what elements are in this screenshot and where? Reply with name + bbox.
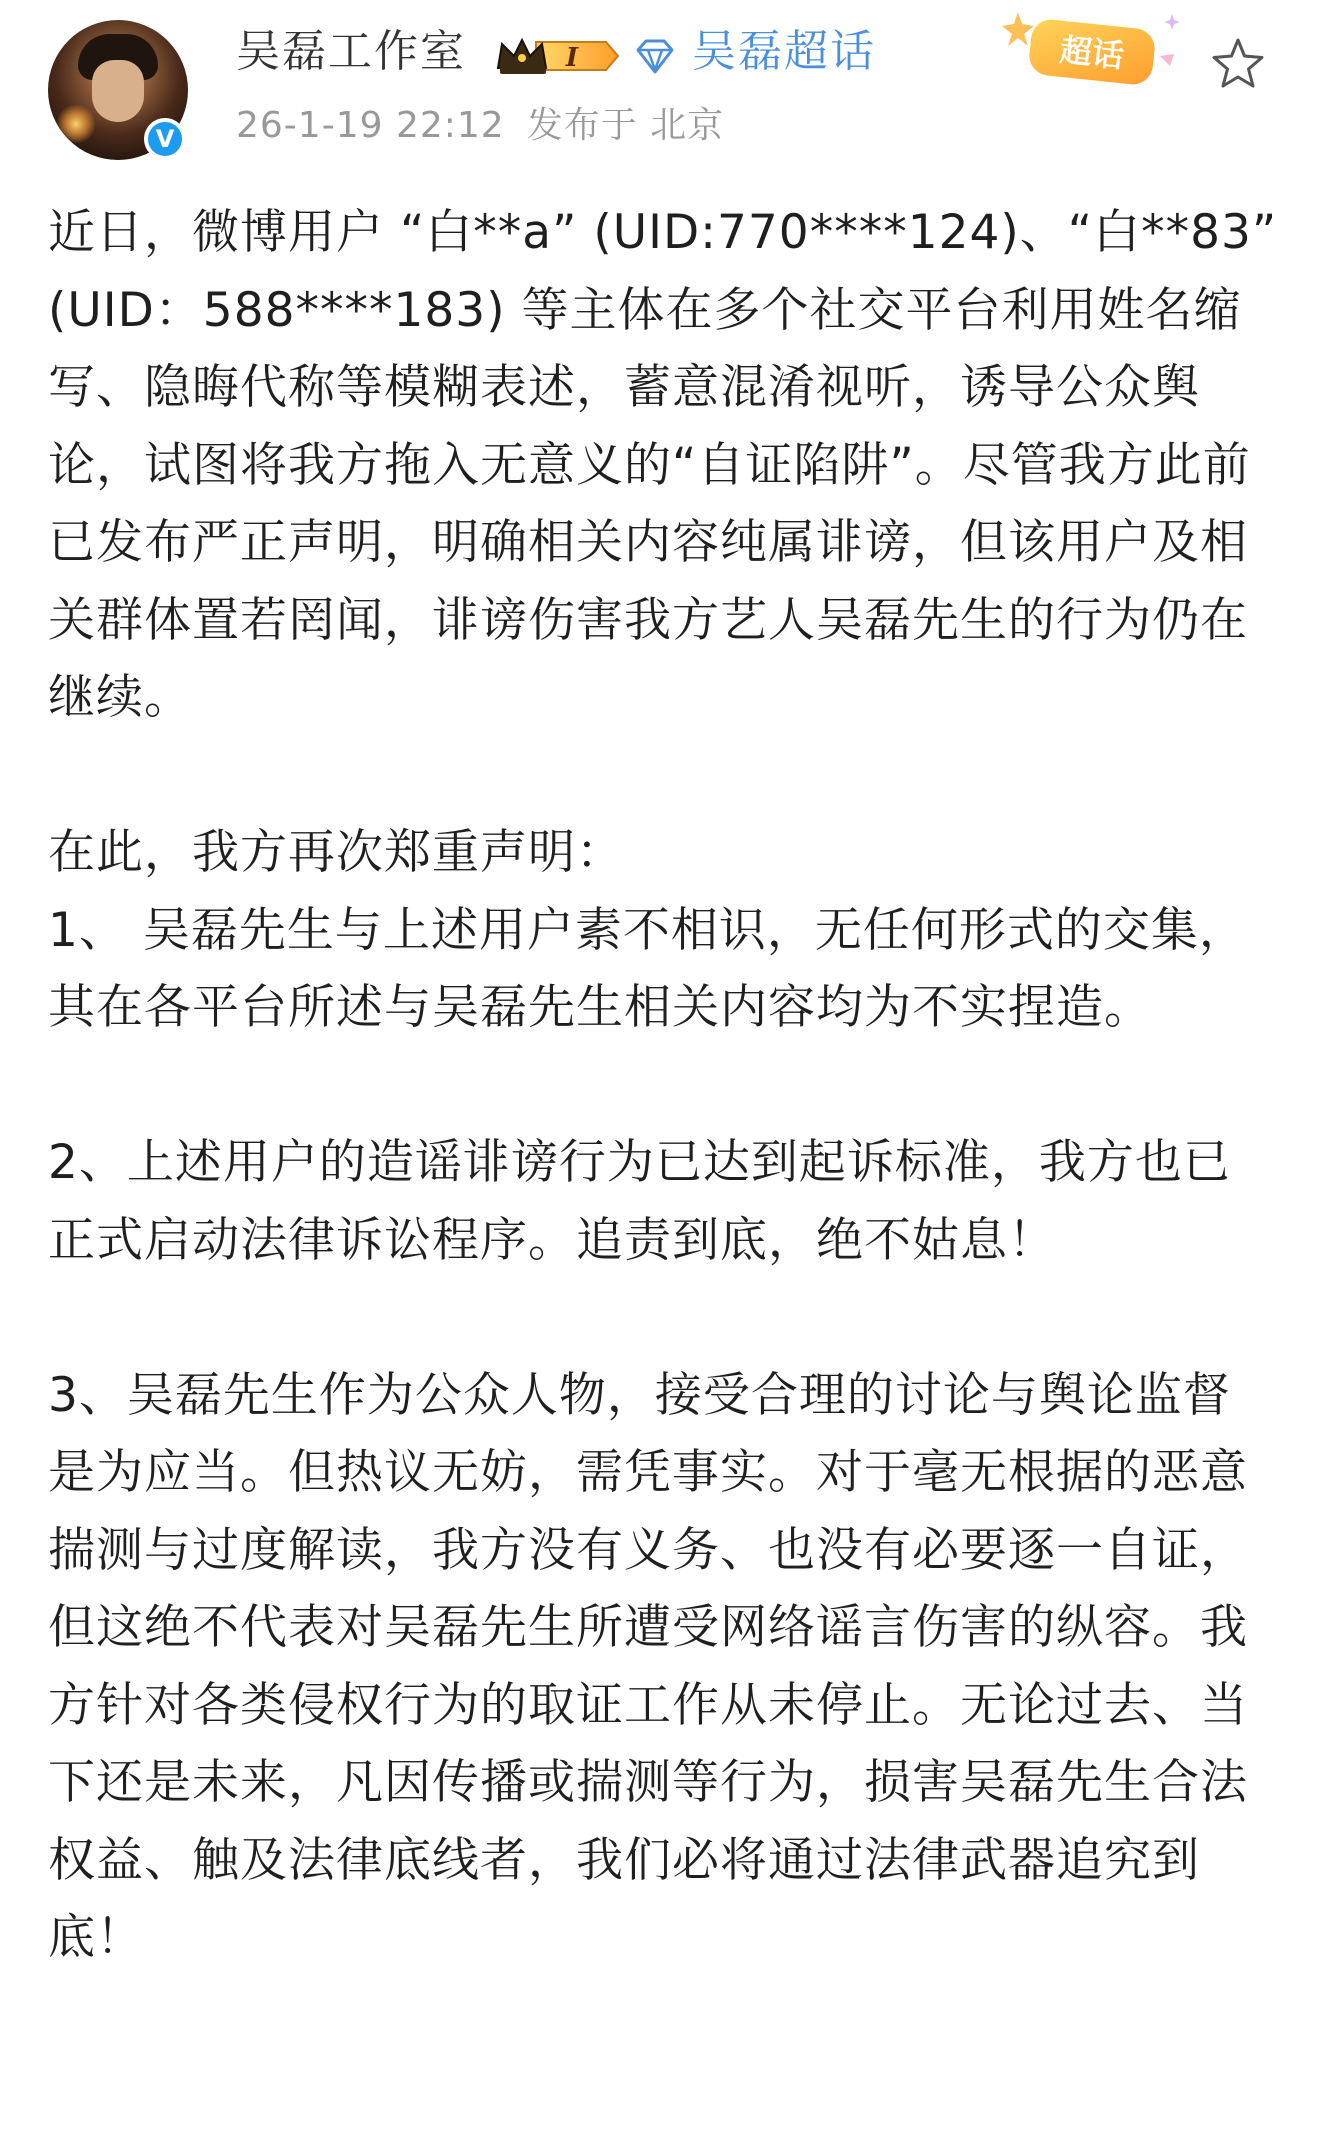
post-timestamp: 26-1-19 22:12 — [236, 105, 505, 146]
post-paragraph: 2、上述用户的造谣诽谤行为已达到起诉标准，我方也已正式启动法律诉讼程序。追责到底，绝不姑息！ — [48, 1135, 1231, 1268]
super-topic-tag[interactable] — [1000, 4, 1190, 94]
super-topic-link[interactable]: 吴磊超话 — [692, 26, 876, 77]
post-paragraph: 在此，我方再次郑重声明： 1、 吴磊先生与上述用户素不相识，无任何形式的交集，其在各平台所述与吴磊先生相关内容均为不实捏造。 — [48, 825, 1247, 1035]
user-name[interactable]: 吴磊工作室 — [236, 26, 466, 77]
post-paragraph: 近日，微博用户 “白**a” (UID:770****124)、“白**83” (UID：588****183) 等主体在多个社交平台利用姓名缩写、隐晦代称等模糊表述，蓄意混淆视听，诱导公众舆论，试图将我方拖入无意义的“自证陷阱”。尽管我方此前已发布严正声明，明确相关内容纯属诽谤，但该用户及相关群体置若罔闻，诽谤伤害我方艺人吴磊先生的行为仍在继续。 — [48, 205, 1294, 725]
post-content — [48, 194, 1294, 1977]
post-location: 发布于 北京 — [526, 105, 725, 146]
paragraph-gap — [48, 1279, 1278, 1357]
avatar-candle-glow — [56, 104, 96, 144]
crown-vip-icon[interactable] — [494, 34, 624, 78]
post-paragraph: 3、吴磊先生作为公众人物，接受合理的讨论与舆论监督是为应当。但热议无妨，需凭事实。对于毫无根据的恶意揣测与过度解读，我方没有义务、也没有必要逐一自证，但这绝不代表对吴磊先生所遭受网络谣言伤害的纵容。我方针对各类侵权行为的取证工作从未停止。无论过去、当下还是未来，凡因传播或揣测等行为，损害吴磊先生合法权益、触及法律底线者，我们必将通过法律武器追究到底！ — [48, 1367, 1248, 1965]
post-header — [0, 0, 1320, 180]
verified-icon: V — [144, 118, 186, 160]
watermark-overlay — [1080, 2060, 1320, 2130]
paragraph-gap — [48, 737, 1278, 815]
post-meta — [236, 98, 746, 154]
paragraph-gap — [48, 1047, 1278, 1125]
super-tag-text: 超话 — [1058, 30, 1126, 76]
vip-level-text: I — [565, 43, 579, 73]
avatar-face — [92, 60, 144, 122]
star-outline-icon[interactable] — [1210, 36, 1266, 92]
diamond-super-topic-icon — [634, 38, 676, 76]
